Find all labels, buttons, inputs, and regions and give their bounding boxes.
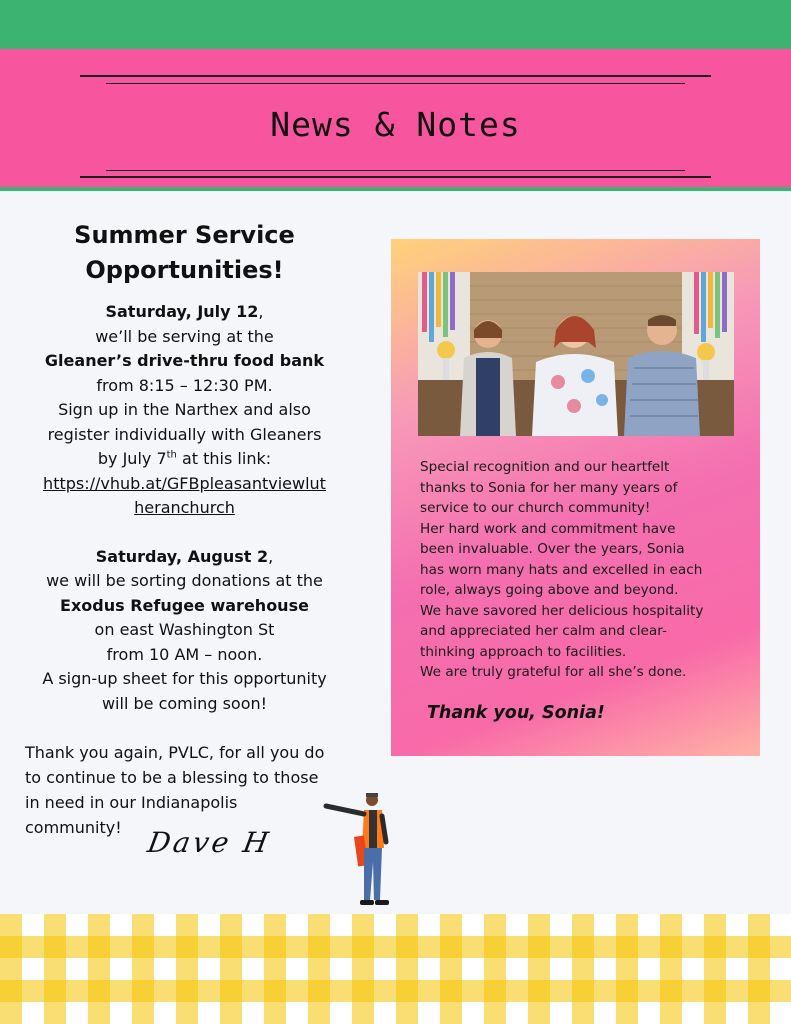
recognition-line: Special recognition and our heartfelt: [420, 459, 670, 475]
signup-link[interactable]: https://vhub.at/GFBpleasantviewlut: [43, 473, 326, 493]
event-place: Exodus Refugee warehouse: [60, 595, 309, 615]
event-deadline: [22, 447, 347, 472]
event-text: A sign-up sheet for this opportunity: [42, 669, 327, 688]
deadline-text-end: at this link:: [176, 449, 272, 468]
recognition-line: has worn many hats and excelled in each: [420, 561, 703, 578]
event-text: on east Washington St: [94, 620, 275, 639]
recognition-line: service to our church community!: [420, 500, 651, 516]
event-date-text: Saturday, July 12: [105, 302, 259, 321]
banner-rule-bottom-inner: [106, 170, 685, 171]
event-july: [22, 300, 347, 521]
spacer: [22, 521, 347, 545]
recognition-card: [391, 239, 760, 756]
event-date: Saturday, July 12,: [105, 302, 264, 321]
recognition-line: role, always going above and beyond.: [420, 582, 679, 598]
banner-rule-top: [80, 75, 711, 77]
deadline-text: by July 7: [97, 449, 167, 468]
section-heading: [22, 218, 347, 288]
header-banner: [0, 49, 791, 191]
recognition-line: We have savored her delicious hospitality: [420, 602, 704, 619]
event-time: from 8:15 – 12:30 PM.: [96, 375, 273, 395]
heading-line-1: Summer Service: [74, 221, 295, 249]
recognition-text: [420, 457, 742, 683]
event-date-text: Saturday, August 2: [95, 546, 269, 566]
event-text: we will be sorting donations at the: [46, 571, 323, 590]
event-august: [22, 545, 347, 717]
recognition-line: thanks to Sonia for her many years of: [420, 479, 678, 496]
event-time: from 10 AM – noon.: [106, 644, 263, 664]
traffic-worker-figure: [320, 790, 410, 915]
banner-rule-top-inner: [106, 83, 685, 84]
event-text: will be coming soon!: [101, 693, 268, 713]
thank-you-note: Thank you again, PVLC, for all you do to continue to be a blessing to those in need in our Indianapolis community!: [25, 743, 325, 837]
event-text: Sign up in the Narthex and also: [58, 400, 311, 419]
service-opportunities-section: [22, 218, 347, 716]
deadline-suffix: th: [166, 449, 177, 461]
event-place: Gleaner’s drive-thru food bank: [44, 351, 325, 370]
recognition-line: thinking approach to facilities.: [420, 643, 627, 660]
recognition-line: Her hard work and commitment have: [420, 520, 676, 537]
recognition-line: We are truly grateful for all she’s done.: [420, 664, 687, 680]
gingham-footer: [0, 914, 791, 1024]
top-green-band: [0, 0, 791, 49]
group-photo: [418, 272, 734, 436]
signature: Dave H: [145, 826, 274, 859]
heading-line-2: Opportunities!: [85, 256, 284, 284]
event-text: register individually with Gleaners: [47, 424, 322, 444]
banner-rule-bottom: [80, 176, 711, 178]
event-text: we’ll be serving at the: [95, 326, 274, 346]
signup-link-cont[interactable]: heranchurch: [134, 498, 235, 517]
event-date: Saturday, August 2,: [95, 546, 274, 566]
recognition-line: and appreciated her calm and clear-: [420, 623, 667, 639]
page-title: News & Notes: [270, 105, 521, 144]
recognition-line: been invaluable. Over the years, Sonia: [420, 541, 685, 557]
recognition-closing: Thank you, Sonia!: [427, 703, 605, 723]
